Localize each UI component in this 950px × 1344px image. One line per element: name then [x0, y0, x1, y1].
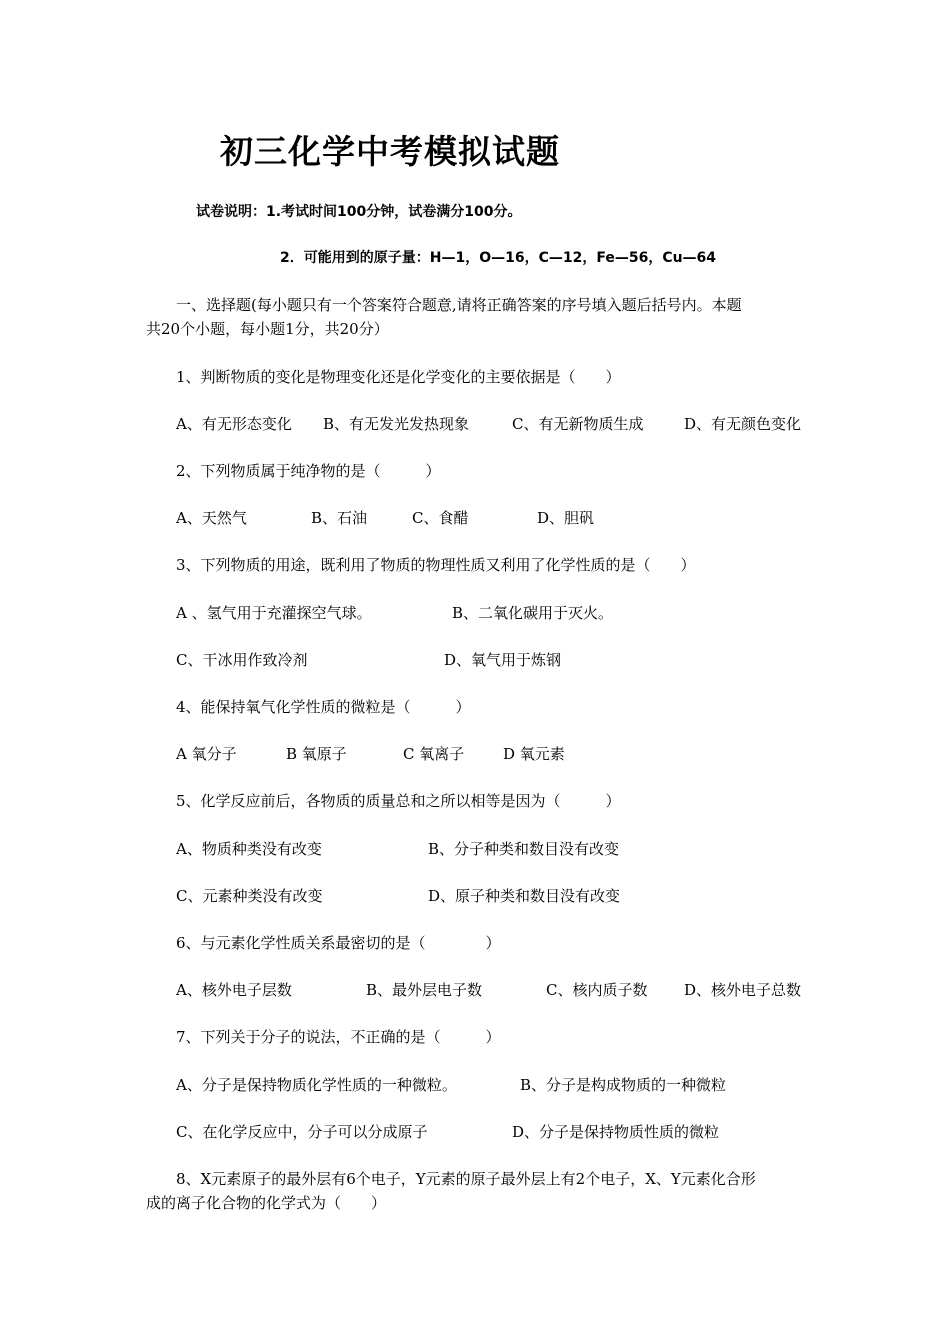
section-heading-cont: 共20个小题，每小题1分，共20分）	[146, 320, 389, 338]
option-d: D、有无颜色变化	[684, 415, 802, 433]
option-a: A、物质种类没有改变	[176, 840, 322, 858]
question-stem: 3、下列物质的用途，既利用了物质的物理性质又利用了化学性质的是（ ）	[176, 556, 696, 574]
option-b: B、最外层电子数	[366, 981, 483, 999]
option-d: D、氧气用于炼钢	[444, 651, 562, 669]
exam-note-1: 试卷说明：1.考试时间100分钟，试卷满分100分。	[196, 204, 522, 220]
option-a: A、天然气	[176, 509, 247, 527]
option-d: D 氧元素	[503, 745, 565, 763]
option-b: B、分子是构成物质的一种微粒	[520, 1076, 727, 1094]
option-c: C、核内质子数	[546, 981, 648, 999]
option-d: D、胆矾	[537, 509, 595, 527]
page-title: 初三化学中考模拟试题	[220, 132, 560, 171]
option-d: D、核外电子总数	[684, 981, 802, 999]
question-stem: 2、下列物质属于纯净物的是（ ）	[176, 462, 441, 480]
option-c: C、在化学反应中，分子可以分成原子	[176, 1123, 428, 1141]
option-c: C、食醋	[412, 509, 469, 527]
question-stem: 8、X元素原子的最外层有6个电子，Y元素的原子最外层上有2个电子，X、Y元素化合形	[176, 1170, 756, 1188]
option-b: B、二氧化碳用于灭火。	[452, 604, 614, 622]
option-d: D、分子是保持物质性质的微粒	[512, 1123, 720, 1141]
option-c: C 氧离子	[403, 745, 465, 763]
option-b: B 氧原子	[286, 745, 347, 763]
question-stem: 6、与元素化学性质关系最密切的是（ ）	[176, 934, 501, 952]
option-b: B、有无发光发热现象	[323, 415, 470, 433]
exam-note-2: 2．可能用到的原子量：H—1，O—16，C—12，Fe—56，Cu—64	[280, 250, 717, 266]
question-stem: 5、化学反应前后，各物质的质量总和之所以相等是因为（ ）	[176, 792, 621, 810]
option-a: A 、氢气用于充灌探空气球。	[176, 604, 372, 622]
question-stem: 1、判断物质的变化是物理变化还是化学变化的主要依据是（ ）	[176, 368, 621, 386]
option-a: A、有无形态变化	[176, 415, 292, 433]
option-c: C、有无新物质生成	[512, 415, 644, 433]
option-d: D、原子种类和数目没有改变	[428, 887, 621, 905]
option-c: C、元素种类没有改变	[176, 887, 323, 905]
option-c: C、干冰用作致冷剂	[176, 651, 308, 669]
option-b: B、石油	[311, 509, 368, 527]
section-heading: 一、选择题(每小题只有一个答案符合题意,请将正确答案的序号填入题后括号内。本题	[176, 296, 742, 314]
question-stem: 7、下列关于分子的说法，不正确的是（ ）	[176, 1028, 501, 1046]
question-stem-cont: 成的离子化合物的化学式为（ ）	[146, 1194, 387, 1212]
option-a: A、核外电子层数	[176, 981, 292, 999]
question-stem: 4、能保持氧气化学性质的微粒是（ ）	[176, 698, 471, 716]
option-a: A、分子是保持物质化学性质的一种微粒。	[176, 1076, 457, 1094]
option-a: A 氧分子	[176, 745, 237, 763]
option-b: B、分子种类和数目没有改变	[428, 840, 620, 858]
